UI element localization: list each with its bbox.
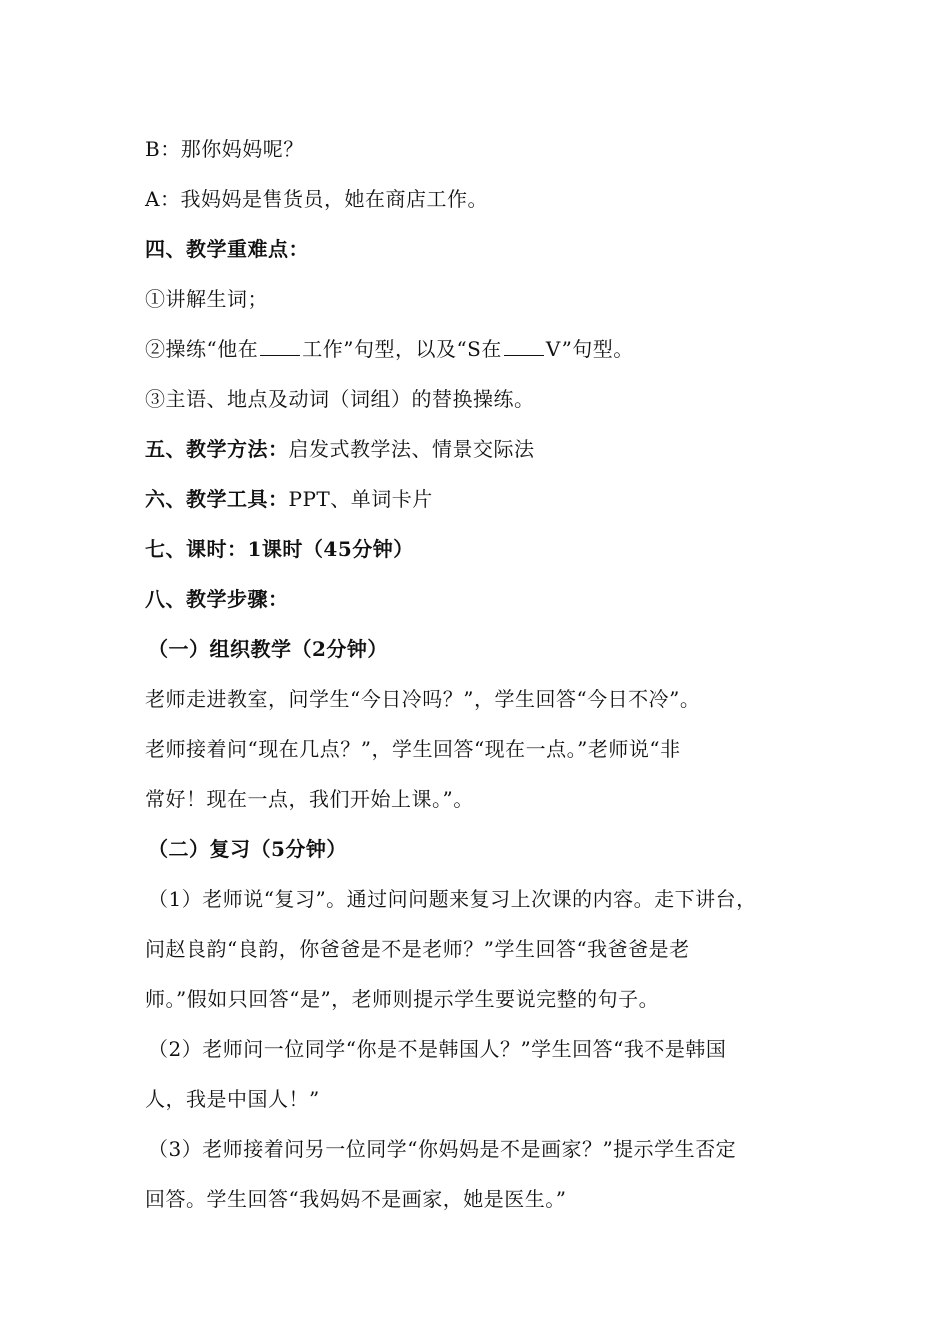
key-point-2: [145, 335, 825, 363]
key-point-2-part3: V”句型。: [545, 337, 634, 361]
paragraph-line: 人，我是中国人！”: [145, 1087, 320, 1111]
key-point-2-part2: 工作”句型，以及“S在: [302, 337, 502, 361]
fill-blank-line: [260, 337, 300, 356]
dialogue-line-b: B：那你妈妈呢？: [145, 137, 304, 161]
teaching-methods-label: 五、教学方法：: [145, 437, 289, 461]
section-heading-key-points: 四、教学重难点：: [145, 237, 309, 261]
teaching-methods-value: 启发式教学法、情景交际法: [288, 437, 535, 461]
section-heading-teaching-steps: 八、教学步骤：: [145, 587, 289, 611]
section-teaching-methods: [145, 435, 825, 463]
key-point-1: ①讲解生词；: [145, 287, 268, 311]
paragraph-line: 回答。学生回答“我妈妈不是画家，她是医生。”: [145, 1187, 567, 1211]
fill-blank-line: [504, 337, 544, 356]
section-class-hours: 七、课时：1课时（45分钟）: [145, 537, 414, 561]
key-point-2-part1: ②操练“他在: [145, 337, 259, 361]
paragraph-line: （1）老师说“复习”。通过问问题来复习上次课的内容。走下讲台，: [148, 887, 757, 911]
paragraph-line: 常好！现在一点，我们开始上课。”。: [145, 787, 474, 811]
step-heading-review: （二）复习（5分钟）: [148, 837, 347, 861]
paragraph-line: （3）老师接着问另一位同学“你妈妈是不是画家？”提示学生否定: [148, 1137, 737, 1161]
step-heading-organize: （一）组织教学（2分钟）: [148, 637, 388, 661]
paragraph-line: 老师接着问“现在几点？”，学生回答“现在一点。”老师说“非: [145, 737, 681, 761]
paragraph-line: （2）老师问一位同学“你是不是韩国人？”学生回答“我不是韩国: [148, 1037, 727, 1061]
paragraph-line: 师。”假如只回答“是”，老师则提示学生要说完整的句子。: [145, 987, 660, 1011]
key-point-3: ③主语、地点及动词（词组）的替换操练。: [145, 387, 535, 411]
teaching-tools-label: 六、教学工具：: [145, 487, 289, 511]
teaching-tools-value: PPT、单词卡片: [288, 487, 433, 511]
section-teaching-tools: [145, 485, 825, 513]
dialogue-line-a: A：我妈妈是售货员，她在商店工作。: [145, 187, 488, 211]
paragraph-line: 问赵良韵“良韵，你爸爸是不是老师？”学生回答“我爸爸是老: [145, 937, 690, 961]
paragraph-line: 老师走进教室，问学生“今日冷吗？”，学生回答“今日不冷”。: [145, 687, 701, 711]
